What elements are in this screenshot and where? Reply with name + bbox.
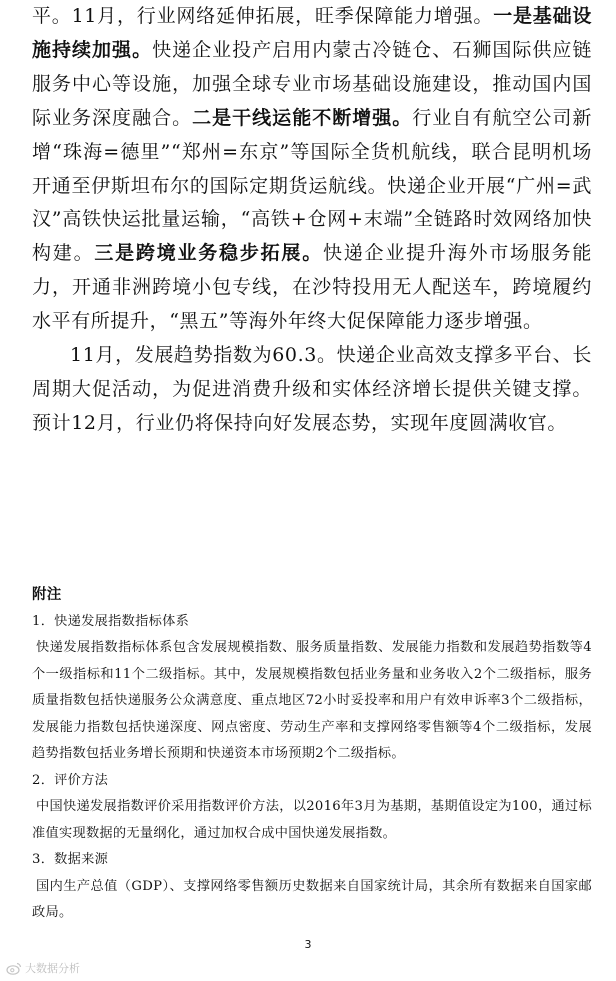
text-segment: 平。11月，行业网络延伸拓展，旺季保障能力增强。	[32, 5, 494, 27]
bold-point-three: 三是跨境业务稳步拓展。	[94, 242, 323, 265]
paragraph-network	[32, 0, 592, 339]
main-body	[32, 0, 592, 441]
notes-text-3: 国内生产总值（GDP）、支撑网络零售额历史数据来自国家统计局，其余所有数据来自国家邮政局。	[32, 878, 592, 920]
text-segment: 行业自有航空公司新增“珠海=德里”“郑州=东京”等国际全货机航线，联合昆明机场开通至伊斯坦布尔的国际定期货运航线。快递企业开展“广州=武汉”高铁快运批量运输，“高铁+仓网+末端”全链路时效网络加快构建。	[32, 106, 592, 265]
notes-text-1: 快递发展指数指标体系包含发展规模指数、服务质量指数、发展能力指数和发展趋势指数等4个一级指标和11个二级指标。其中，发展规模指数包括业务量和业务收入2个二级指标，服务质量指数包括快递服务公众满意度、重点地区72小时妥投率和用户有效申诉率3个二级指标，发展能力指数包括快递深度、网点密度、劳动生产率和支撑网络零售额等4个二级指标，发展趋势指数包括业务增长预期和快递资本市场预期2个二级指标。	[32, 640, 592, 761]
watermark	[6, 960, 80, 976]
notes-heading-2: 2．评价方法	[32, 772, 109, 788]
weibo-icon	[6, 962, 22, 975]
notes-heading-1: 1．快递发展指数指标体系	[32, 613, 190, 629]
text-segment: 快递企业提升海外市场服务能力，开通非洲跨境小包专线，在沙特投用无人配送车，跨境履约水平有所提升，“黑五”等海外年终大促保障能力逐步增强。	[32, 242, 592, 333]
notes-heading-3: 3．数据来源	[32, 852, 109, 867]
notes-section	[32, 582, 592, 927]
paragraph-trend: 11月，发展趋势指数为60.3。快递企业高效支撑多平台、长周期大促活动，为促进消费升级和实体经济增长提供关键支撑。预计12月，行业仍将保持向好发展态势，实现年度圆满收官。	[32, 344, 592, 434]
text-segment: 快递企业投产启用内蒙古冷链仓、石狮国际供应链服务中心等设施，加强全球专业市场基础设施建设，推动国内国际业务深度融合。	[32, 38, 592, 129]
notes-text-2: 中国快递发展指数评价采用指数评价方法，以2016年3月为基期，基期值设定为100，通过标准值实现数据的无量纲化，通过加权合成中国快递发展指数。	[32, 799, 592, 841]
page-number: 3	[304, 938, 312, 951]
notes-title: 附注	[32, 587, 62, 603]
bold-point-one: 一是基础设施持续加强。	[32, 5, 592, 61]
bold-point-two: 二是干线运能不断增强。	[192, 106, 413, 129]
watermark-text: 大数据分析	[25, 962, 80, 975]
